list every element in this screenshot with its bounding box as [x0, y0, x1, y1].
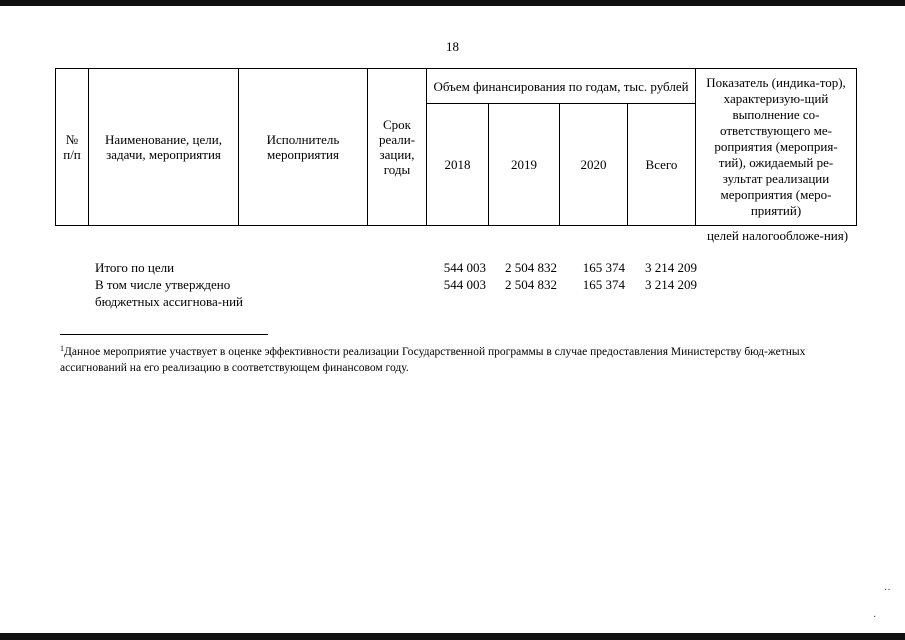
scan-speck: ·· [884, 585, 891, 596]
top-border-bar [0, 0, 905, 6]
table-header [55, 68, 857, 226]
header-num: № п/п [56, 69, 89, 226]
row-value-total: 3 214 209 [645, 260, 697, 275]
row-value-2018: 544 003 [443, 277, 486, 292]
header-total: Всего [628, 104, 696, 226]
footnote-text: Данное мероприятие участвует в оценке эффективности реализации Государственной программы в случае предоставления Министерству бюд-жетных ассигнований на его реализацию в соответствующем финансовом году. [60, 346, 806, 374]
row-value-2018: 544 003 [443, 260, 486, 275]
footnote-mark: 1 [60, 344, 64, 353]
header-term: Срок реали-зации, годы [368, 69, 427, 226]
header-name: Наименование, цели, задачи, мероприятия [89, 69, 239, 226]
header-year-2020: 2020 [560, 104, 628, 226]
header-year-2019: 2019 [489, 104, 560, 226]
indicator-continuation: целей налогообложе-ния) [706, 228, 849, 243]
row-value-total: 3 214 209 [645, 277, 697, 292]
row-label: Итого по цели [95, 260, 175, 275]
row-label: В том числе утверждено бюджетных ассигнова-ний [95, 277, 243, 309]
header-year-2018: 2018 [427, 104, 489, 226]
row-value-2020: 165 374 [582, 260, 625, 275]
header-indicator: Показатель (индика-тор), характеризую-щий выполнение со-ответствующего ме-роприятия (мероприя-тий), ожидаемый ре-зультат реализации мероприятия (меро-приятий) [696, 69, 857, 226]
page-number: 18 [446, 39, 459, 54]
scan-speck: · [873, 612, 877, 623]
header-financing-group: Объем финансирования по годам, тыс. рублей [427, 69, 696, 104]
footnote-divider [60, 334, 268, 335]
header-executor: Исполнитель мероприятия [239, 69, 368, 226]
footnote [60, 341, 858, 376]
bottom-border-bar [0, 633, 905, 640]
row-value-2019: 2 504 832 [505, 277, 557, 292]
row-value-2019: 2 504 832 [505, 260, 557, 275]
row-value-2020: 165 374 [582, 277, 625, 292]
